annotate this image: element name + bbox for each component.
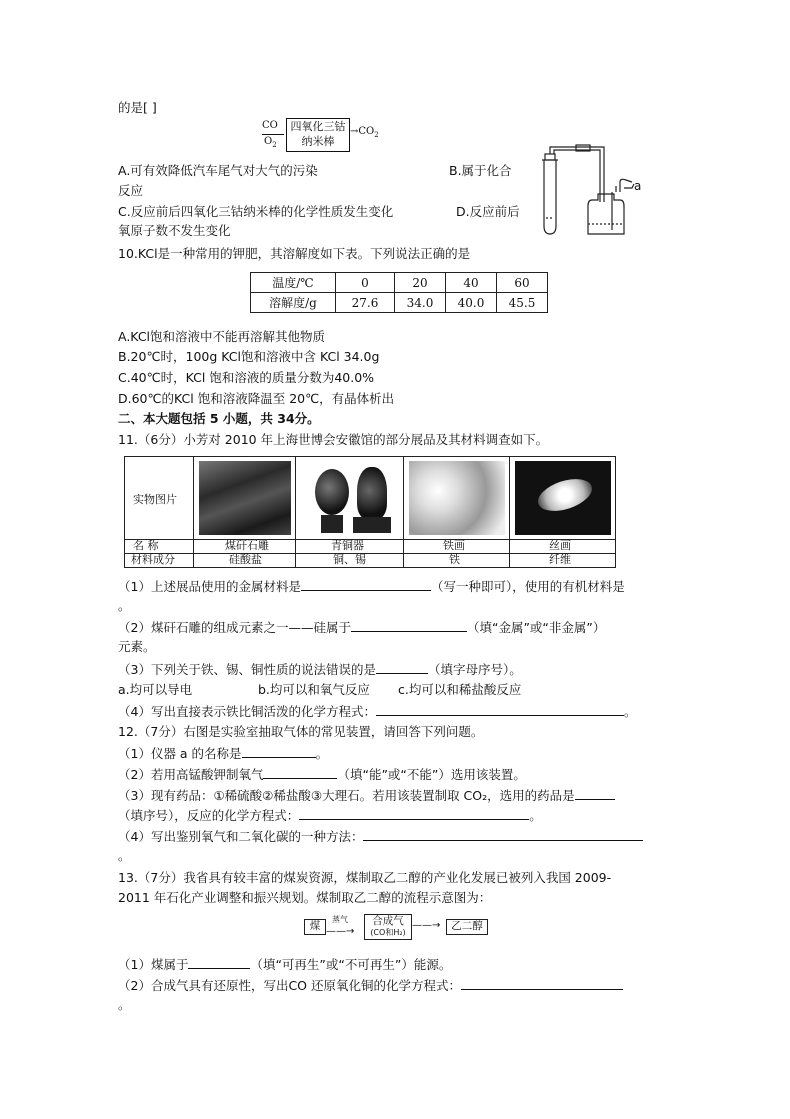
- q12-part3-cont: （填序号），反应的化学方程式： 。: [118, 808, 542, 823]
- table-cell: 温度/℃: [251, 273, 336, 293]
- q11-part1-end: 。: [118, 598, 131, 613]
- q12-part1: （1）仪器 a 的名称是 。: [118, 746, 329, 761]
- q11-stem: 11.（6分）小芳对 2010 年上海世博会安徽馆的部分展品及其材料调查如下。: [118, 432, 549, 447]
- q10-stem: 10.KCl是一种常用的钾肥，其溶解度如下表。下列说法正确的是: [118, 246, 471, 261]
- row-header-name: 名 称: [133, 539, 159, 552]
- table-row: [251, 293, 548, 313]
- q10-opt-d: D.60℃的KCl 饱和溶液降温至 20℃，有晶体析出: [118, 391, 395, 406]
- q9-opt-b-part1: B.属于化合: [449, 163, 512, 178]
- reactant-co: CO: [262, 120, 278, 131]
- table-cell: 40.0: [446, 293, 497, 313]
- answer-blank[interactable]: [376, 660, 428, 674]
- answer-blank[interactable]: [575, 786, 615, 800]
- table-cell: 0: [336, 273, 395, 293]
- silk-painting-image: [515, 461, 611, 535]
- exhibit-name-4: 丝画: [549, 539, 571, 552]
- exhibit-name-1: 煤矸石雕: [225, 539, 269, 552]
- section2-heading: 二、本大题包括 5 小题，共 34分。: [118, 411, 320, 426]
- exhibit-material-2: 铜、锡: [333, 553, 366, 566]
- q9-opt-d-part2: 氧原子数不发生变化: [118, 223, 231, 238]
- flow-product: 乙二醇: [446, 919, 488, 935]
- row-header-material: 材料成分: [131, 553, 175, 566]
- q12-part3: （3）现有药品：①稀硫酸②稀盐酸③大理石。若用该装置制取 CO₂，选用的药品是: [118, 786, 615, 804]
- flow-syngas-line2: (CO和H₂): [370, 928, 406, 937]
- answer-blank[interactable]: [188, 955, 250, 969]
- catalyst-line1: 四氧化三钴: [290, 120, 346, 133]
- bronze-ware-image: [301, 461, 399, 535]
- q11-part2-end: 元素。: [118, 639, 156, 654]
- q9-opt-d-part1: D.反应前后: [456, 204, 520, 219]
- catalyst-line2: 纳米棒: [301, 135, 335, 148]
- exhibit-name-2: 青铜器: [331, 539, 364, 552]
- flow-arrow-2: ——→: [412, 920, 441, 931]
- row-header-pic: 实物图片: [133, 493, 177, 506]
- q11-part1: （1）上述展品使用的金属材料是 （写一种即可），使用的有机材料是: [118, 579, 625, 594]
- flow-arrow-1: ——→: [326, 926, 355, 937]
- q9-opt-c: C.反应前后四氧化三钴纳米棒的化学性质发生变化: [118, 204, 394, 219]
- q13-part1: （1）煤属于 （填“可再生”或“不可再生”）能源。: [118, 957, 452, 972]
- exhibit-material-1: 硅酸盐: [229, 553, 262, 566]
- table-cell: 45.5: [497, 293, 548, 313]
- solubility-table: [250, 272, 548, 313]
- q10-opt-c: C.40℃时，KCl 饱和溶液的质量分数为40.0%: [118, 370, 375, 385]
- flow-syngas: [364, 914, 412, 940]
- answer-blank[interactable]: [242, 744, 316, 758]
- answer-blank[interactable]: [461, 976, 623, 990]
- reactant-o2: $O_2$: [264, 136, 277, 149]
- q10-opt-a: A.KCl饱和溶液中不能再溶解其他物质: [118, 329, 326, 344]
- q11-part3: （3）下列关于铁、锡、铜性质的说法错误的是 （填字母序号）。: [118, 662, 522, 677]
- exhibits-table: [124, 456, 616, 568]
- exhibit-material-4: 纤维: [549, 553, 571, 566]
- catalyst-box: [286, 118, 350, 152]
- table-cell: 40: [446, 273, 497, 293]
- q13-part2-end: 。: [118, 997, 131, 1012]
- q13-part2: （2）合成气具有还原性，写出CO 还原氧化铜的化学方程式：: [118, 976, 623, 994]
- q11-part3-opt-a: a.均可以导电: [118, 682, 193, 697]
- gas-apparatus-diagram: [536, 140, 646, 240]
- q9-opt-a: A.可有效降低汽车尾气对大气的污染: [118, 163, 318, 178]
- q9-stem-tail: 的是[ ]: [118, 100, 157, 115]
- coal-stone-carving-image: [199, 461, 291, 535]
- answer-blank[interactable]: [376, 702, 624, 716]
- table-cell: 34.0: [395, 293, 446, 313]
- answer-blank[interactable]: [299, 806, 529, 820]
- answer-blank[interactable]: [351, 618, 467, 632]
- q12-part4: （4）写出鉴别氧气和二氧化碳的一种方法：: [118, 827, 643, 845]
- exhibit-name-3: 铁画: [443, 539, 465, 552]
- q13-stem-line2: 2011 年石化产业调整和振兴规划。煤制取乙二醇的流程示意图为：: [118, 890, 492, 905]
- reaction-diagram: [262, 118, 379, 154]
- q10-opt-b: B.20℃时，100g KCl饱和溶液中含 KCl 34.0g: [118, 349, 380, 364]
- exhibit-material-3: 铁: [449, 553, 460, 566]
- flow-steam-label: 蒸气: [332, 915, 348, 924]
- arrow-line: [262, 134, 284, 135]
- flow-coal: 煤: [304, 919, 326, 935]
- q11-part3-opt-b: b.均可以和氧气反应: [258, 682, 370, 697]
- answer-blank[interactable]: [263, 765, 337, 779]
- q12-part2: （2）若用高锰酸钾制氧气 （填“能”或“不能”）选用该装置。: [118, 767, 526, 782]
- q11-part3-opt-c: c.均可以和稀盐酸反应: [398, 682, 522, 697]
- iron-painting-image: [409, 461, 505, 535]
- coal-flow-diagram: [304, 914, 494, 942]
- table-cell: 27.6: [336, 293, 395, 313]
- table-row: [251, 273, 548, 293]
- q12-stem: 12.（7分）右图是实验室抽取气体的常见装置，请回答下列问题。: [118, 724, 484, 739]
- q13-stem-line1: 13.（7分）我省具有较丰富的煤炭资源，煤制取乙二醇的产业化发展已被列入我国 2009-: [118, 870, 612, 885]
- q11-part2: （2）煤矸石雕的组成元素之一——硅属于 （填“金属”或“非金属”）: [118, 620, 606, 635]
- q11-part4: （4）写出直接表示铁比铜活泼的化学方程式： 。: [118, 704, 637, 719]
- table-cell: 20: [395, 273, 446, 293]
- product-co2: $\to CO_2$: [350, 126, 379, 139]
- q12-part4-end: 。: [118, 848, 131, 863]
- answer-blank[interactable]: [363, 827, 643, 841]
- flow-syngas-line1: 合成气: [372, 915, 404, 927]
- q9-opt-b-part2: 反应: [118, 183, 144, 198]
- table-cell: 溶解度/g: [251, 293, 336, 313]
- apparatus-label-a: a: [634, 179, 642, 193]
- answer-blank[interactable]: [301, 577, 431, 591]
- table-cell: 60: [497, 273, 548, 293]
